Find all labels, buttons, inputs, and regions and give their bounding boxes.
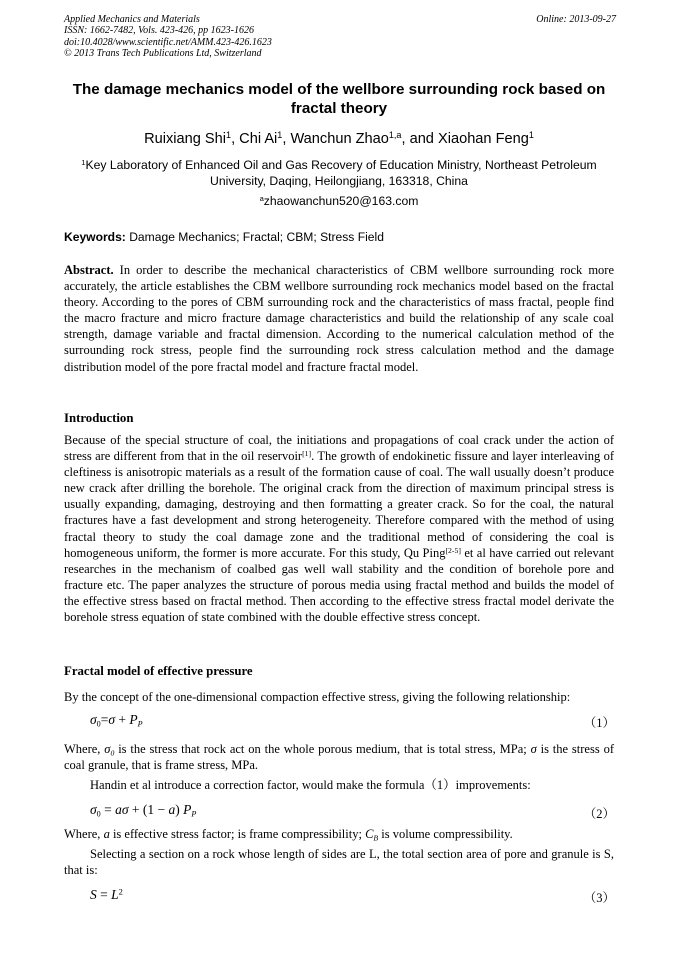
author-superscript: 1 bbox=[528, 130, 534, 141]
abstract-paragraph bbox=[64, 262, 614, 375]
sigma-symbol: σ bbox=[530, 742, 537, 756]
author-list bbox=[60, 131, 618, 147]
author-name: Chi Ai bbox=[239, 131, 278, 147]
email-address: zhaowanchun520@163.com bbox=[263, 194, 419, 208]
author-name: Xiaohan Feng bbox=[437, 131, 529, 147]
introduction-paragraph bbox=[64, 432, 614, 625]
alpha-symbol: a bbox=[103, 827, 110, 841]
where-text: Where, bbox=[64, 742, 105, 756]
sigma-zero-symbol: $\sigma_0$ bbox=[104, 742, 115, 758]
equation-1: $\sigma_0=\sigma + P_P$ bbox=[90, 712, 143, 729]
author-name: Wanchun Zhao bbox=[290, 131, 389, 147]
affiliation bbox=[64, 157, 614, 189]
author-superscript: 1,a bbox=[388, 130, 402, 141]
where-text: is the stress of coal granule, that is frame stress, MPa. bbox=[64, 742, 614, 773]
keywords-label: Keywords: bbox=[64, 230, 126, 244]
handin-paragraph: Handin et al introduce a correction factor, would make the formula（1）improvements: bbox=[90, 778, 531, 792]
author-email bbox=[64, 194, 614, 208]
intro-text-part: et al have carried out relevant researches in the mechanism of coalbed gas well wall stability and the condition of borehole pore and fracture etc. The paper analyzes the structure of porous media using fractal method and builds the model of the effective stress based on fractal method. Then according to the effective stress fractal model derivate the borehole stress equation of state combined with the double effective stress concept. bbox=[64, 545, 614, 625]
abstract-label: Abstract. bbox=[64, 263, 114, 277]
intro-text-part: . The growth of endokinetic fissure and layer interleaving of cleftiness is anisotropic materials as a result of the formation cause of coal. The wall usually doesn’t produce new crack after drilling the borehole. The original crack from the direction of maximum principal stress is usually expanding, damaging, destroying and then formatting a greater crack. So for the coal, the natural fractures have a fast development and strong heterogeneity. Therefore compared with the method of using fractal theory to study the coal damage zone and the traditional method of considering the coal is homogeneous uniform, the former is more accurate. For this study, Qu Ping bbox=[64, 449, 614, 560]
online-date: Online: 2013-09-27 bbox=[536, 14, 616, 25]
affiliation-superscript: 1 bbox=[81, 157, 86, 167]
issn-line: ISSN: 1662-7482, Vols. 423-426, pp 1623-1626 bbox=[64, 25, 254, 37]
equation-number: （2） bbox=[583, 807, 615, 821]
where-paragraph-2 bbox=[64, 826, 614, 842]
journal-name: Applied Mechanics and Materials bbox=[64, 14, 200, 25]
section-paragraph: Selecting a section on a rock whose length of sides are L, the total section area of pore and granule is S, that is: bbox=[64, 847, 614, 878]
equation-number: （3） bbox=[583, 891, 615, 905]
fractal-heading: Fractal model of effective pressure bbox=[64, 664, 253, 678]
author-separator: , and bbox=[401, 131, 438, 147]
journal-header-block bbox=[64, 14, 272, 60]
equation-2: $\sigma_0 = a\sigma + (1 - a)$ $P_P$ bbox=[90, 802, 197, 819]
paper-title: The damage mechanics model of the wellbore surrounding rock based on fractal theory bbox=[72, 81, 606, 117]
author-separator: , bbox=[231, 131, 240, 147]
where-text: Where, bbox=[64, 827, 104, 841]
where-text: is volume compressibility. bbox=[378, 827, 513, 841]
affiliation-text: Key Laboratory of Enhanced Oil and Gas Recovery of Education Ministry, Northeast Petroleum University, Daqing, Heilongjiang, 163318, China bbox=[85, 158, 597, 188]
author-name: Ruixiang Shi bbox=[144, 131, 227, 147]
doi-line: doi:10.4028/www.scientific.net/AMM.423-426.1623 bbox=[64, 36, 272, 48]
author-superscript: 1 bbox=[277, 130, 283, 141]
where-text: is the stress that rock act on the whole porous medium, that is total stress, MPa; bbox=[114, 742, 531, 756]
abstract-text: In order to describe the mechanical characteristics of CBM wellbore surrounding rock more accurately, the article establishes the CBM wellbore surrounding rock mechanics model based on the fractal theory. According to the pores of CBM surrounding rock and the characteristics of mass fractal, people find the macro fracture and micro fracture damage characteristics and build the relationship of any scale coal strength, damage variable and fractal dimension. According to the numerical calculation method of the surrounding rock stress, people find the surrounding rock stress calculation method and the damage distribution model of the pore fractal model and fracture fractal model. bbox=[64, 263, 615, 374]
where-text: is effective stress factor; is frame compressibility; bbox=[109, 827, 366, 841]
fractal-intro-paragraph: By the concept of the one-dimensional compaction effective stress, giving the following relationship: bbox=[64, 690, 571, 704]
copyright-line: © 2013 Trans Tech Publications Ltd, Switzerland bbox=[64, 48, 262, 60]
intro-text-part: Because of the special structure of coal, the initiations and propagations of coal crack under the action of stress are different from that in the oil reservoir bbox=[64, 433, 614, 464]
citation-ref: [2-5] bbox=[445, 545, 461, 555]
email-superscript: a bbox=[259, 193, 264, 203]
citation-ref: [1] bbox=[302, 448, 312, 458]
equation-number: （1） bbox=[583, 716, 615, 730]
equation-3: $S = L^2$ bbox=[90, 887, 123, 902]
introduction-heading: Introduction bbox=[64, 411, 134, 425]
author-superscript: 1 bbox=[226, 130, 232, 141]
where-paragraph-1 bbox=[64, 741, 614, 773]
author-separator: , bbox=[282, 131, 291, 147]
cb-symbol: $C_B$ bbox=[365, 827, 379, 843]
keywords-line bbox=[64, 230, 384, 244]
keywords-text: Damage Mechanics; Fractal; CBM; Stress Field bbox=[129, 230, 384, 244]
